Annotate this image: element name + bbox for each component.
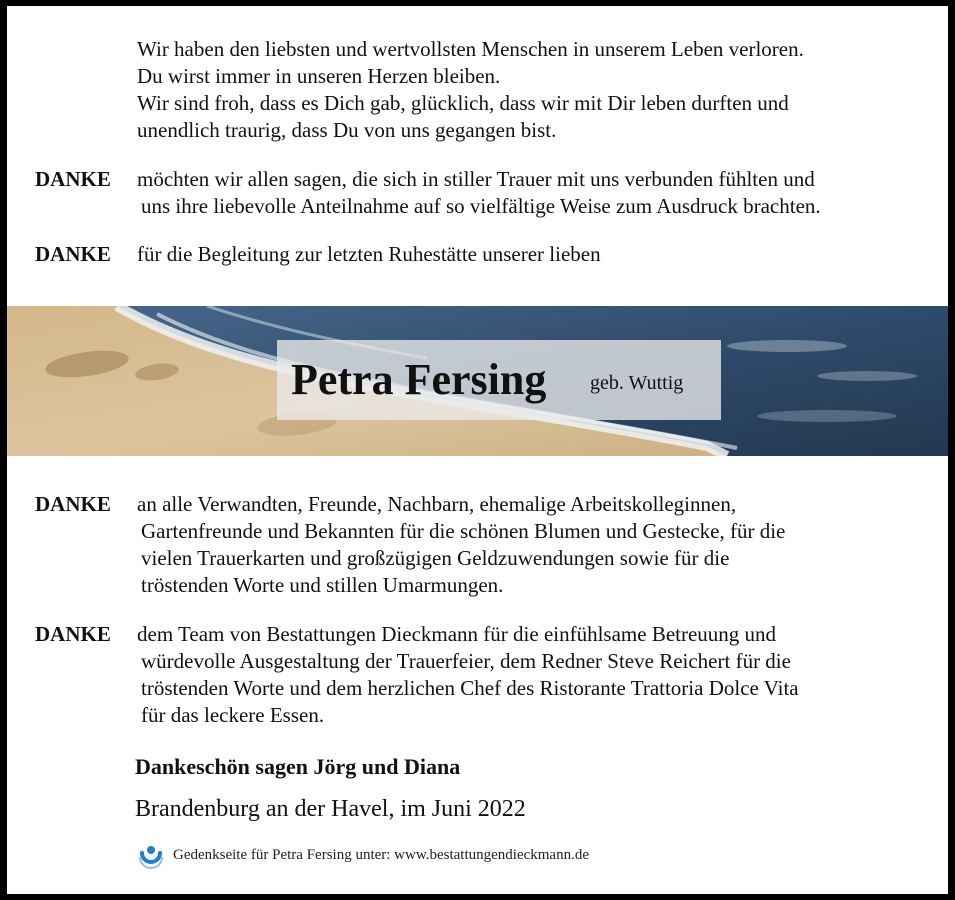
thanks-label: DANKE bbox=[35, 242, 111, 266]
memorial-page-text: Gedenkseite für Petra Fersing unter: www.bestattungendieckmann.de bbox=[173, 847, 589, 863]
thanks-line: für die Begleitung zur letzten Ruhestätte unserer lieben bbox=[137, 242, 601, 266]
thanks-line: uns ihre liebevolle Anteilnahme auf so vielfältige Weise zum Ausdruck brachten. bbox=[141, 194, 821, 218]
thanks-text bbox=[137, 491, 937, 599]
beach-banner bbox=[7, 306, 948, 456]
deceased-name: Petra Fersing bbox=[291, 355, 547, 404]
thanks-line: für das leckere Essen. bbox=[141, 703, 325, 727]
thanks-line: an alle Verwandten, Freunde, Nachbarn, ehemalige Arbeitskolleginnen, bbox=[137, 492, 737, 516]
thanks-line: möchten wir allen sagen, die sich in stiller Trauer mit uns verbunden fühlten und bbox=[137, 167, 815, 191]
thanks-line: dem Team von Bestattungen Dieckmann für die einfühlsame Betreuung und bbox=[137, 622, 777, 646]
intro-line: Wir sind froh, dass es Dich gab, glücklich, dass wir mit Dir leben durften und bbox=[137, 91, 789, 115]
obituary-card bbox=[7, 6, 948, 894]
thanks-line: würdevolle Ausgestaltung der Trauerfeier, dem Redner Steve Reichert für die bbox=[141, 649, 791, 673]
intro-line: Wir haben den liebsten und wertvollsten Menschen in unserem Leben verloren. bbox=[137, 37, 804, 61]
place-date: Brandenburg an der Havel, im Juni 2022 bbox=[135, 796, 526, 822]
memorial-logo-icon bbox=[137, 841, 165, 869]
intro-line: unendlich traurig, dass Du von uns gegangen bist. bbox=[137, 118, 557, 142]
intro-line: Du wirst immer in unseren Herzen bleiben. bbox=[137, 64, 501, 88]
thanks-label: DANKE bbox=[35, 167, 111, 191]
birth-name: geb. Wuttig bbox=[590, 372, 684, 394]
name-panel bbox=[277, 340, 721, 420]
signature: Dankeschön sagen Jörg und Diana bbox=[135, 754, 461, 779]
thanks-text bbox=[137, 241, 937, 268]
thanks-line: tröstenden Worte und stillen Umarmungen. bbox=[141, 573, 504, 597]
thanks-label: DANKE bbox=[35, 622, 111, 646]
thanks-line: vielen Trauerkarten und großzügigen Geldzuwendungen sowie für die bbox=[141, 546, 730, 570]
thanks-text bbox=[137, 621, 937, 729]
intro-text bbox=[137, 36, 937, 144]
thanks-line: tröstenden Worte und dem herzlichen Chef des Ristorante Trattoria Dolce Vita bbox=[141, 676, 799, 700]
thanks-text bbox=[137, 166, 937, 220]
thanks-line: Gartenfreunde und Bekannten für die schönen Blumen und Gestecke, für die bbox=[141, 519, 786, 543]
thanks-label: DANKE bbox=[35, 492, 111, 516]
